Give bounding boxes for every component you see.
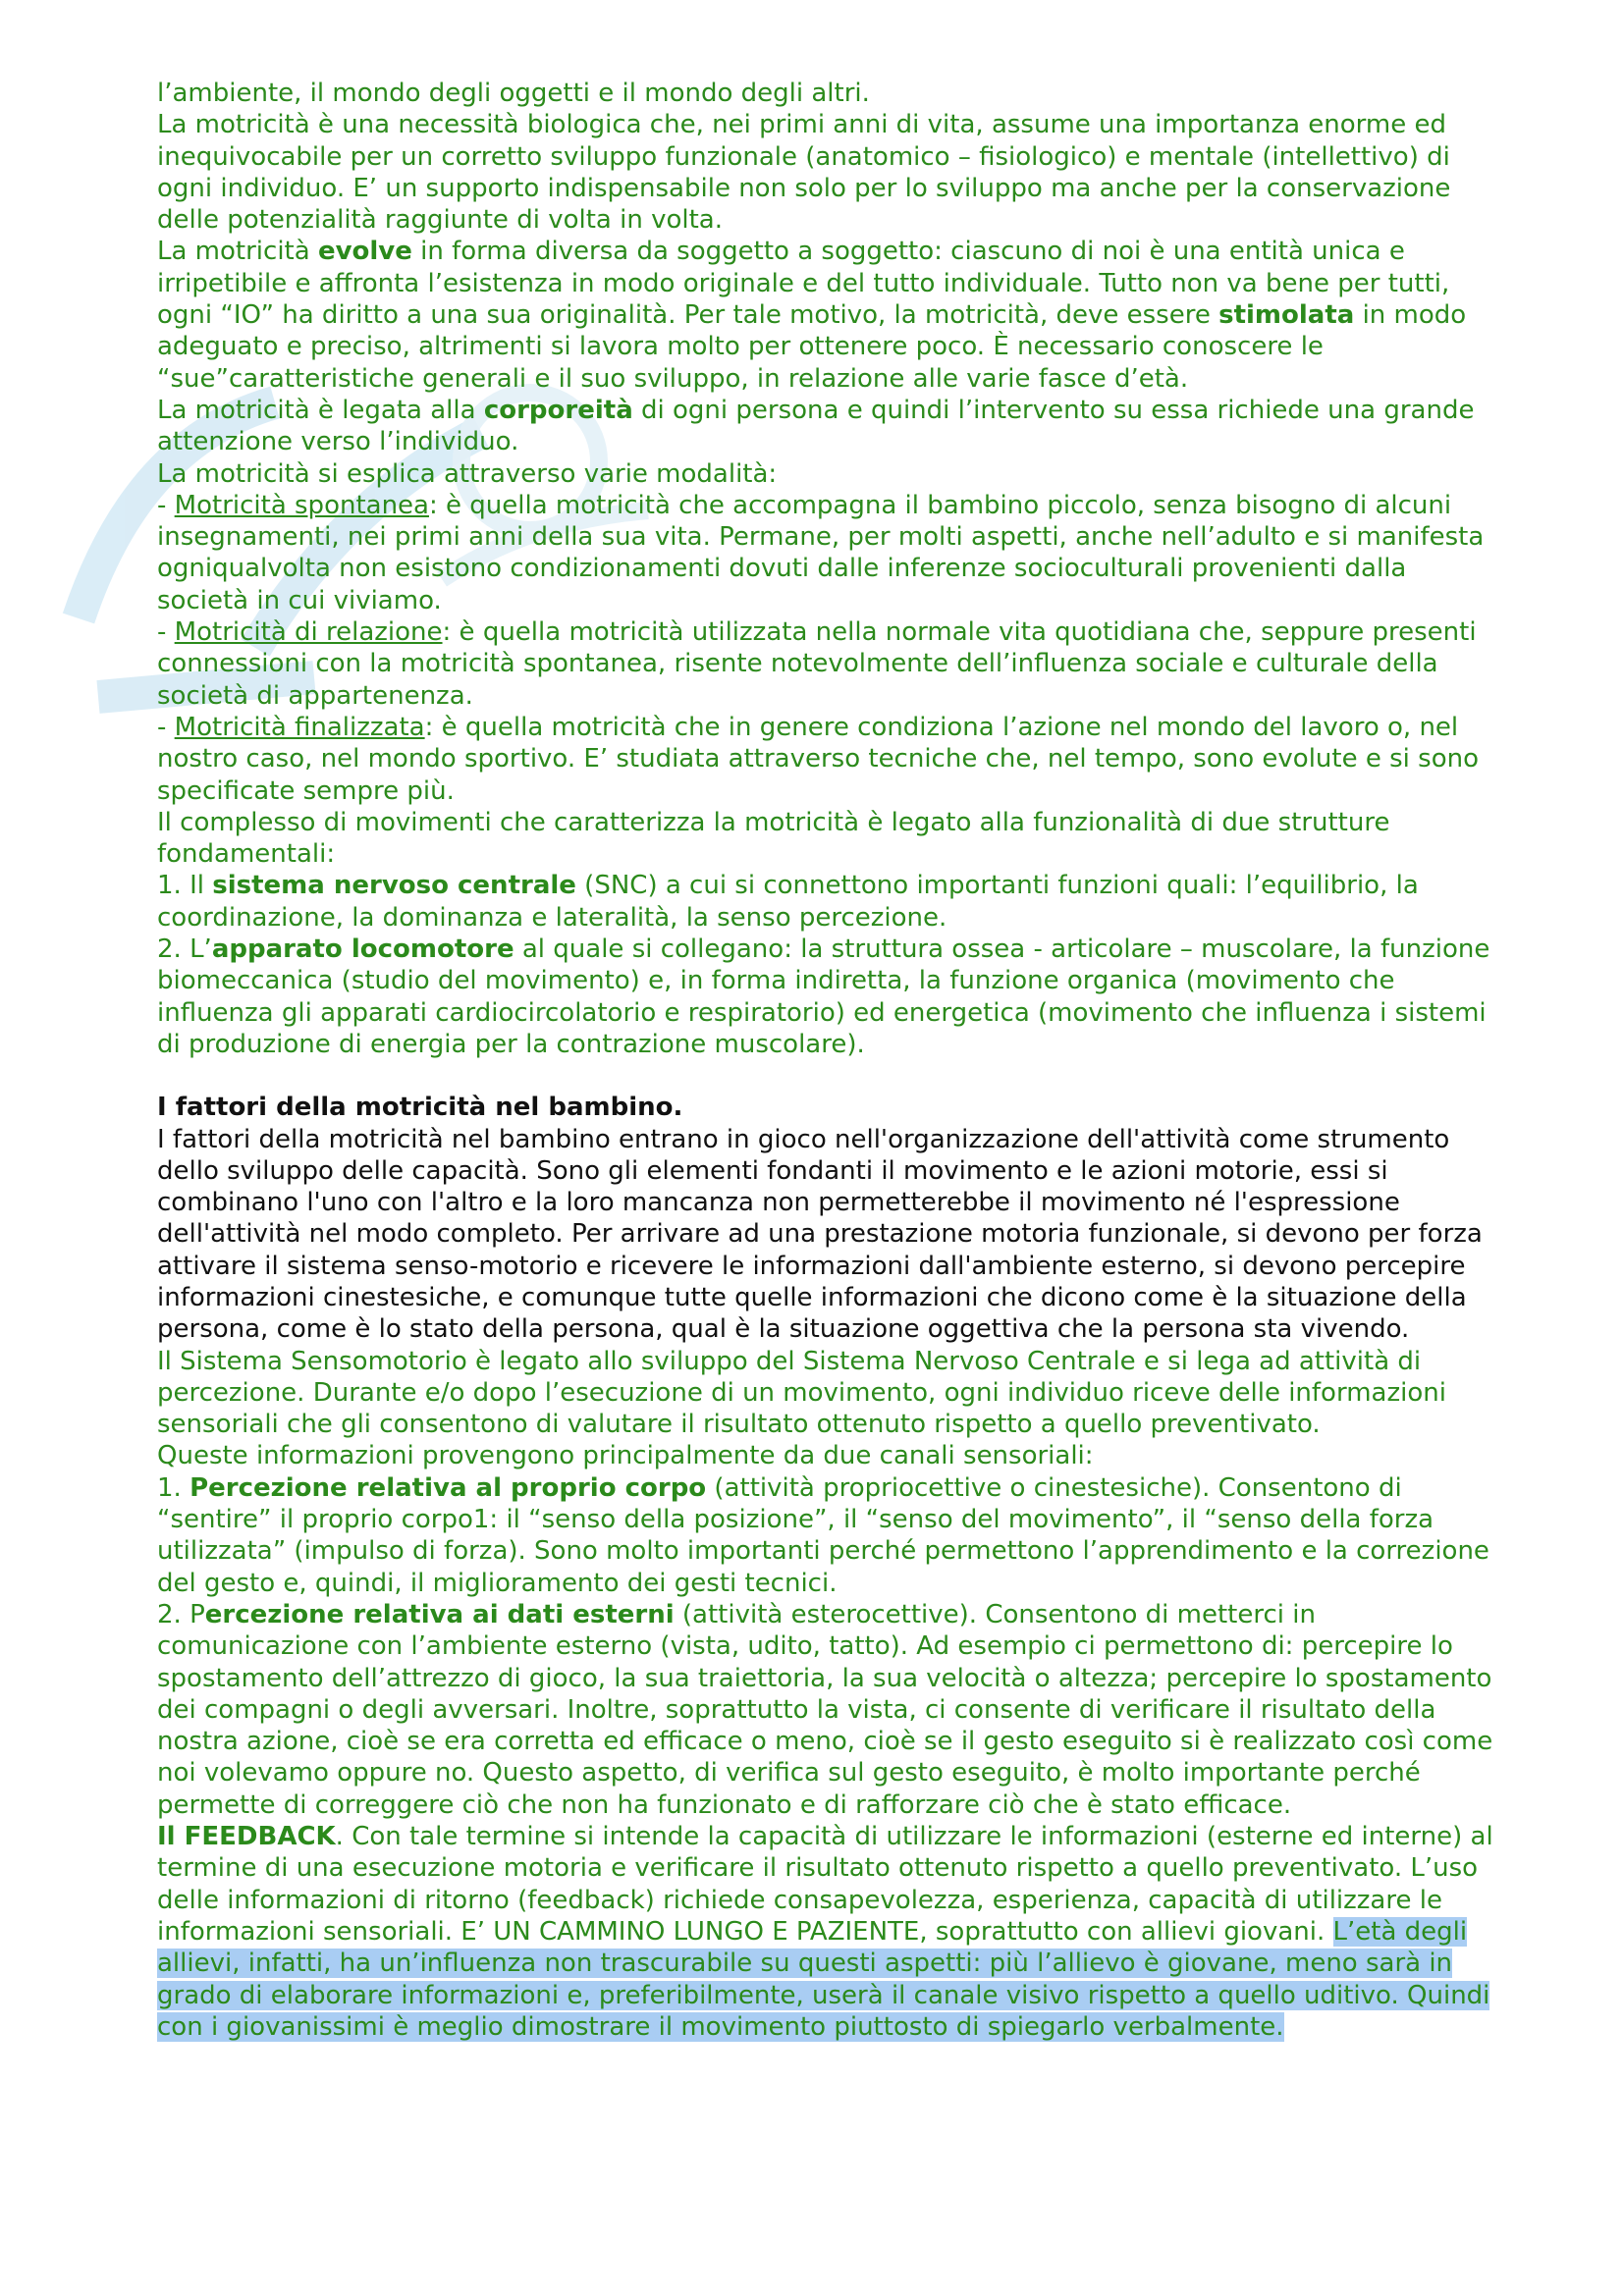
paragraph: La motricità si esplica attraverso varie modalità: bbox=[157, 458, 778, 489]
bold-term: Il FEEDBACK bbox=[157, 1822, 336, 1852]
bold-term: sistema nervoso centrale bbox=[212, 871, 576, 901]
paragraph: La motricità è una necessità biologica che, nei primi anni di vita, assume una importanza enorme ed inequivocabile per un corretto sviluppo funzionale (anatomico – fisiologico) e mentale (intellettivo) di ogni individuo. E’ un supporto indispensabile non solo per lo sviluppo ma anche per la conservazione delle potenzialità raggiunte di volta in volta. bbox=[157, 110, 1451, 236]
paragraph: La motricità evolve in forma diversa da soggetto a soggetto: ciascuno di noi è una entità unica e irripetibile e affronta l’esistenza in modo originale e del tutto individuale. Tutto non va bene per tutti, ogni “IO” ha diritto a una sua originalità. Per tale motivo, la motricità, deve essere stimolata in modo adeguato e preciso, altrimenti si lavora molto per ottenere poco. È necessario conoscere le “sue”caratteristiche generali e il suo sviluppo, in relazione alle varie fasce d’età. bbox=[157, 237, 1467, 394]
list-item: 2. L’apparato locomotore al quale si collegano: la struttura ossea - articolare – muscolare, la funzione biomeccanica (studio del movimento) e, in forma indiretta, la funzione organica (movimento che influenza gli apparati cardiocircolatorio e respiratorio) ed energetica (movimento che influenza i sistemi di produzione di energia per la contrazione muscolare). bbox=[157, 934, 1490, 1059]
paragraph: I fattori della motricità nel bambino entrano in gioco nell'organizzazione dell'attività come strumento dello sviluppo delle capacità. Sono gli elementi fondanti il movimento e le azioni motorie, essi si combinano l'uno con l'altro e la loro mancanza non permetterebbe il movimento né l'espressione dell'attività nel modo completo. Per arrivare ad una prestazione motoria funzionale, si devono per forza attivare il sistema senso-motorio e ricevere le informazioni dall'ambiente esterno, si devono percepire informazioni cinestesiche, e comunque tutte quelle informazioni che dicono come è la situazione della persona, come è lo stato della persona, qual è la situazione oggettiva che la persona sta vivendo. bbox=[157, 1124, 1483, 1345]
list-item: 1. Percezione relativa al proprio corpo (attività propriocettive o cinestesiche). Consentono di “sentire” il proprio corpo1: il “senso della posizione”, il “senso del movimento”, il “senso della forza utilizzata” (impulso di forza). Sono molto importanti perché permettono l’apprendimento e la correzione del gesto e, quindi, il miglioramento dei gesti tecnici. bbox=[157, 1472, 1489, 1598]
bold-term: Percezione relativa al proprio corpo bbox=[189, 1472, 707, 1503]
underlined-term: Motricità di relazione bbox=[174, 617, 443, 648]
paragraph: Il FEEDBACK. Con tale termine si intende la capacità di utilizzare le informazioni (esterne ed interne) al termine di una esecuzione motoria e verificare il risultato ottenuto rispetto a quello preventivato. L’uso delle informazioni di ritorno (feedback) richiede consapevolezza, esperienza, capacità di utilizzare le informazioni sensoriali. E’ UN CAMMINO LUNGO E PAZIENTE, soprattutto con allievi giovani. L’età degli allievi, infatti, ha un’influenza non trascurabile su questi aspetti: più l’allievo è giovane, meno sarà in grado di elaborare informazioni e, preferibilmente, userà il canale visivo rispetto a quello uditivo. Quindi con i giovanissimi è meglio dimostrare il movimento piuttosto di spiegarlo verbalmente. bbox=[157, 1822, 1493, 2042]
paragraph: l’ambiente, il mondo degli oggetti e il mondo degli altri. bbox=[157, 79, 870, 108]
section-heading: I fattori della motricità nel bambino. bbox=[157, 1093, 683, 1123]
document-page bbox=[157, 78, 1502, 2043]
paragraph: Queste informazioni provengono principalmente da due canali sensoriali: bbox=[157, 1441, 1094, 1471]
bold-term: stimolata bbox=[1218, 300, 1355, 331]
bold-term: ercezione relativa ai dati esterni bbox=[204, 1599, 675, 1629]
underlined-term: Motricità finalizzata bbox=[174, 712, 425, 742]
paragraph: Il Sistema Sensomotorio è legato allo sviluppo del Sistema Nervoso Centrale e si lega ad attività di percezione. Durante e/o dopo l’esecuzione di un movimento, ogni individuo riceve delle informazioni sensoriali che gli consentono di valutare il risultato ottenuto rispetto a quello preventivato. bbox=[157, 1346, 1446, 1440]
list-item: - Motricità spontanea: è quella motricità che accompagna il bambino piccolo, senza bisogno di alcuni insegnamenti, nei primi anni della sua vita. Permane, per molti aspetti, anche nell’adulto e si manifesta ogniqualvolta non esistono condizionamenti dovuti dalle inferenze socioculturali provenienti dalla società in cui viviamo. bbox=[157, 490, 1485, 615]
spacer bbox=[157, 1060, 1502, 1092]
highlighted-text[interactable]: L’età degli allievi, infatti, ha un’influenza non trascurabile su questi aspetti: più l’allievo è giovane, meno sarà in grado di elaborare informazioni e, preferibilmente, userà il canale visivo rispetto a quello uditivo. Quindi con i giovanissimi è meglio dimostrare il movimento piuttosto di spiegarlo verbalmente. bbox=[157, 1916, 1490, 2042]
paragraph: Il complesso di movimenti che caratterizza la motricità è legato alla funzionalità di due strutture fondamentali: bbox=[157, 807, 1390, 870]
bold-term: corporeità bbox=[483, 395, 633, 425]
underlined-term: Motricità spontanea bbox=[174, 490, 429, 520]
list-item: - Motricità finalizzata: è quella motricità che in genere condiziona l’azione nel mondo del lavoro o, nel nostro caso, nel mondo sportivo. E’ studiata attraverso tecniche che, nel tempo, sono evolute e si sono specificate sempre più. bbox=[157, 712, 1479, 806]
bold-term: apparato locomotore bbox=[211, 934, 514, 965]
list-item: 2. Percezione relativa ai dati esterni (attività esterocettive). Consentono di metterci in comunicazione con l’ambiente esterno (vista, udito, tatto). Ad esempio ci permettono di: percepire lo spostamento dell’attrezzo di gioco, la sua traiettoria, la sua velocità o altezza; percepire lo spostamento dei compagni o degli avversari. Inoltre, soprattutto la vista, ci consente di verificare il risultato della nostra azione, cioè se era corretta ed efficace o meno, cioè se il gesto eseguito si è realizzato così come noi volevamo oppure no. Questo aspetto, di verifica sul gesto eseguito, è molto importante perché permette di correggere ciò che non ha funzionato e di rafforzare ciò che è stato efficace. bbox=[157, 1599, 1493, 1820]
list-item: 1. Il sistema nervoso centrale (SNC) a cui si connettono importanti funzioni quali: l’equilibrio, la coordinazione, la dominanza e lateralità, la senso percezione. bbox=[157, 871, 1419, 933]
list-item: - Motricità di relazione: è quella motricità utilizzata nella normale vita quotidiana che, seppure presenti connessioni con la motricità spontanea, risente notevolmente dell’influenza sociale e culturale della società di appartenenza. bbox=[157, 617, 1477, 711]
bold-term: evolve bbox=[317, 237, 412, 267]
paragraph: La motricità è legata alla corporeità di ogni persona e quindi l’intervento su essa richiede una grande attenzione verso l’individuo. bbox=[157, 395, 1475, 457]
